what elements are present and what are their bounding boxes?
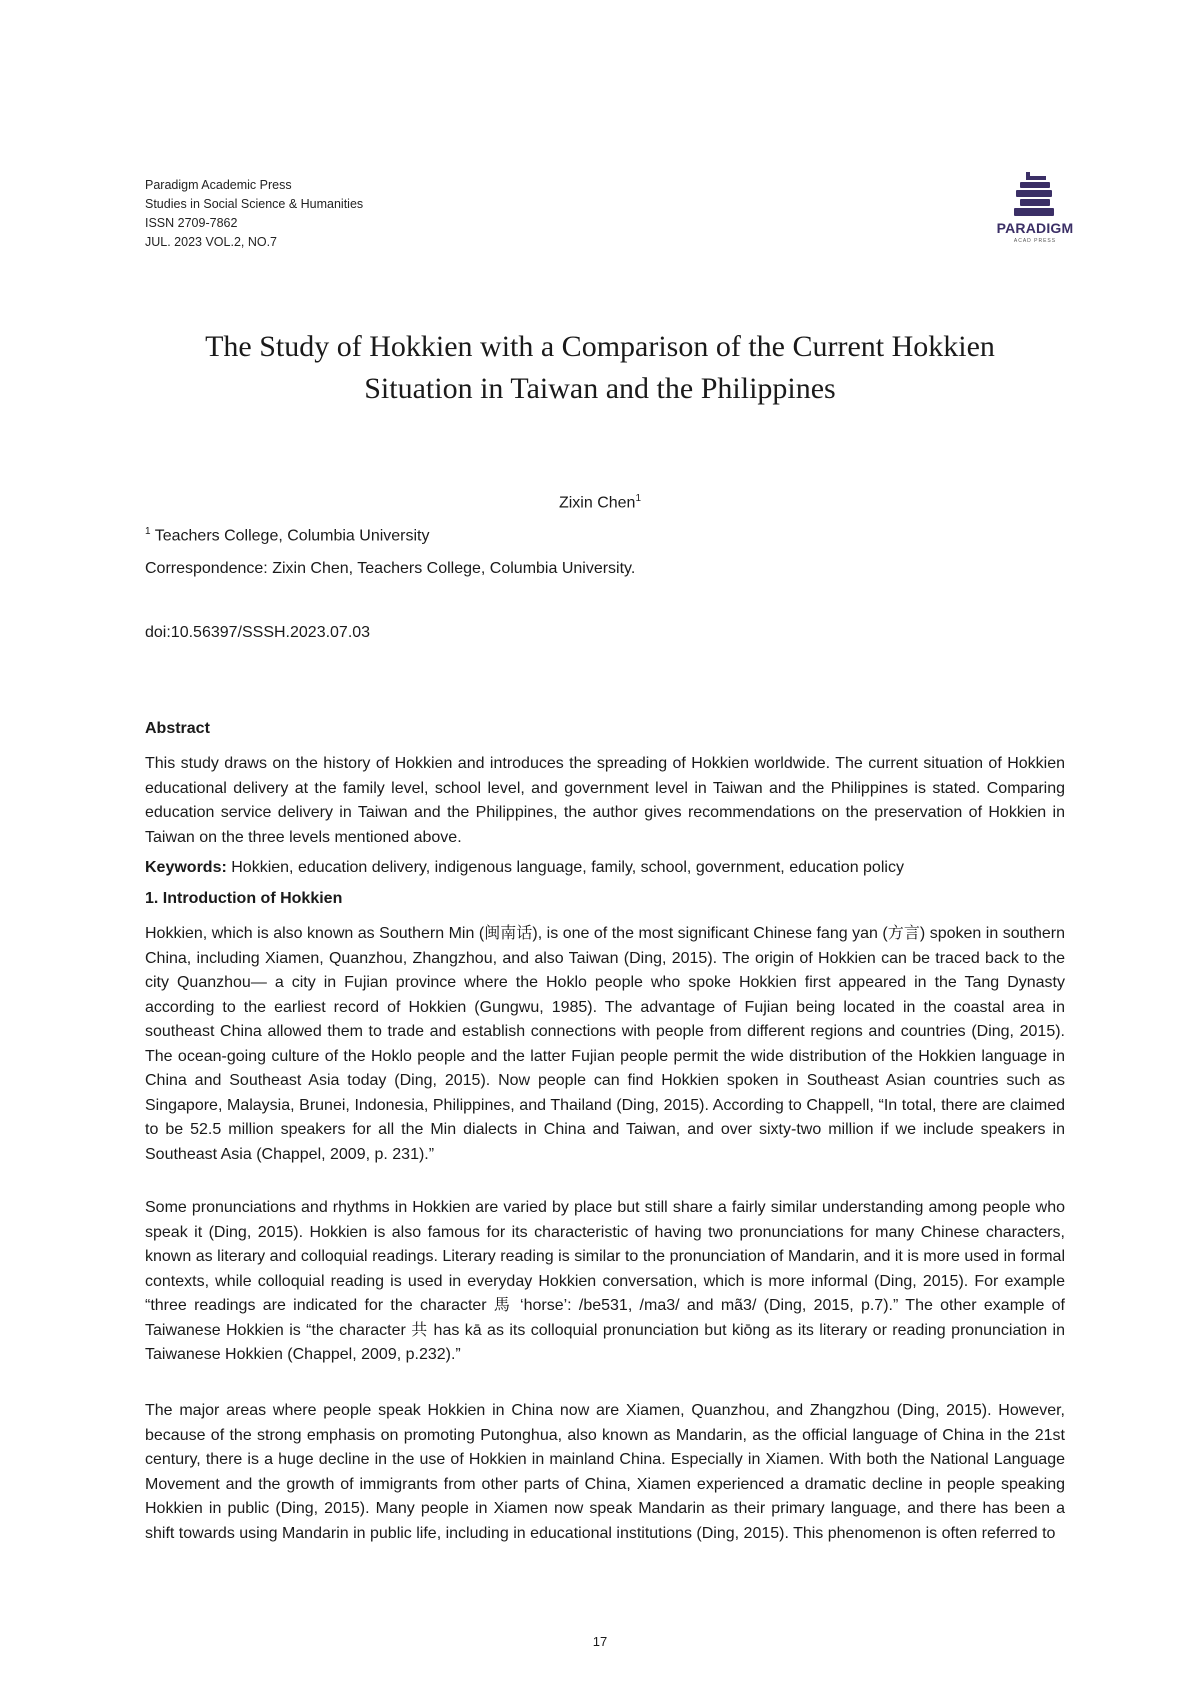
section-heading: 1. Introduction of Hokkien: [145, 890, 343, 907]
body-paragraph: The major areas where people speak Hokkien in China now are Xiamen, Quanzhou, and Zhangzhou (Ding, 2015). However, because of the strong emphasis on promoting Putonghua, also known as Mandarin, as the official language of China in the 21st century, there is a huge decline in the use of Hokkien in mainland China. Especially in Xiamen. With both the National Language Movement and the growth of immigrants from other parts of China, Xiamen experienced a dramatic decline in people speaking Hokkien in public (Ding, 2015). Many people in Xiamen now speak Mandarin as their primary language, and there has been a shift towards using Mandarin in public life, including in educational institutions (Ding, 2015). This phenomenon is often referred to: [145, 1402, 1065, 1542]
keywords: [145, 856, 1065, 881]
abstract-heading: Abstract: [145, 720, 210, 737]
author-affiliation-marker: 1: [635, 493, 642, 504]
journal-name: Studies in Social Science & Humanities: [145, 197, 364, 211]
keywords-label: Keywords:: [145, 859, 227, 876]
affiliation-text: Teachers College, Columbia University: [154, 527, 430, 545]
body-paragraph: Hokkien, which is also known as Southern Min (闽南话), is one of the most significant Chinese fang yan (方言) spoken in southern China, including Xiamen, Quanzhou, Zhangzhou, and also Taiwan (Ding, 2015). The origin of Hokkien can be traced back to the city Quanzhou— a city in Fujian province where the Hoklo people who spoke Hokkien first appeared in the Tang Dynasty according to the earliest record of Hokkien (Gungwu, 1985). The advantage of Fujian being located in the coastal area in southeast China allowed them to trade and establish connections with people from different regions and countries (Ding, 2015). The ocean-going culture of the Hoklo people and the latter Fujian people permit the wide distribution of the Hokkien language in China and Southeast Asia today (Ding, 2015). Now people can find Hokkien spoken in Southeast Asian countries such as Singapore, Malaysia, Brunei, Indonesia, Philippines, and Thailand (Ding, 2015). According to Chappell, “In total, there are claimed to be 52.5 million speakers for all the Min dialects in China and Taiwan, and over sixty-two million if we include speakers in Southeast Asia (Chappel, 2009, p. 231).”: [145, 925, 1065, 1163]
doi: doi:10.56397/SSSH.2023.07.03: [145, 624, 371, 641]
author: [0, 493, 1200, 512]
publisher-name: Paradigm Academic Press: [145, 178, 292, 192]
logo-subtitle: ACAD PRESS: [1013, 238, 1057, 244]
title-line-1: The Study of Hokkien with a Comparison of the Current Hokkien: [205, 330, 995, 363]
abstract-text: This study draws on the history of Hokkien and introduces the spreading of Hokkien worldwide. The current situation of Hokkien educational delivery at the family level, school level, and government level in Taiwan and the Philippines is stated. Comparing education service delivery in Taiwan and the Philippines, the author gives recommendations on the preservation of Hokkien in Taiwan on the three levels mentioned above.: [145, 755, 1065, 846]
page-number: 17: [592, 1634, 608, 1649]
keywords-text: Hokkien, education delivery, indigenous language, family, school, government, education policy: [226, 859, 904, 876]
title-line-2: Situation in Taiwan and the Philippines: [364, 372, 836, 405]
book-stack-icon: [990, 170, 1080, 220]
affiliation: [145, 526, 430, 545]
correspondence: Correspondence: Zixin Chen, Teachers College, Columbia University.: [145, 560, 636, 577]
logo-wordmark: PARADIGM: [996, 220, 1074, 236]
body-paragraph: Some pronunciations and rhythms in Hokkien are varied by place but still share a fairly similar understanding among people who speak it (Ding, 2015). Hokkien is also famous for its characteristic of having two pronunciations for many Chinese characters, known as literary and colloquial readings. Literary reading is similar to the pronunciation of Mandarin, and it is more used in formal contexts, while colloquial reading is used in everyday Hokkien conversation, which is more informal (Ding, 2015). For example “three readings are indicated for the character 馬 ‘horse’: /be531, /ma3/ and mã3/ (Ding, 2015, p.7).” The other example of Taiwanese Hokkien is “the character 共 has kā as its colloquial pronunciation but kiōng as its literary or reading pronunciation in Taiwanese Hokkien (Chappel, 2009, p.232).”: [145, 1199, 1065, 1363]
author-name: Zixin Chen: [558, 494, 636, 512]
paradigm-logo: [990, 170, 1080, 248]
issn: ISSN 2709-7862: [145, 216, 238, 230]
affiliation-marker: 1: [145, 526, 151, 537]
issue-info: JUL. 2023 VOL.2, NO.7: [145, 235, 278, 249]
paper-title: [100, 326, 1100, 410]
journal-masthead: [145, 176, 363, 252]
